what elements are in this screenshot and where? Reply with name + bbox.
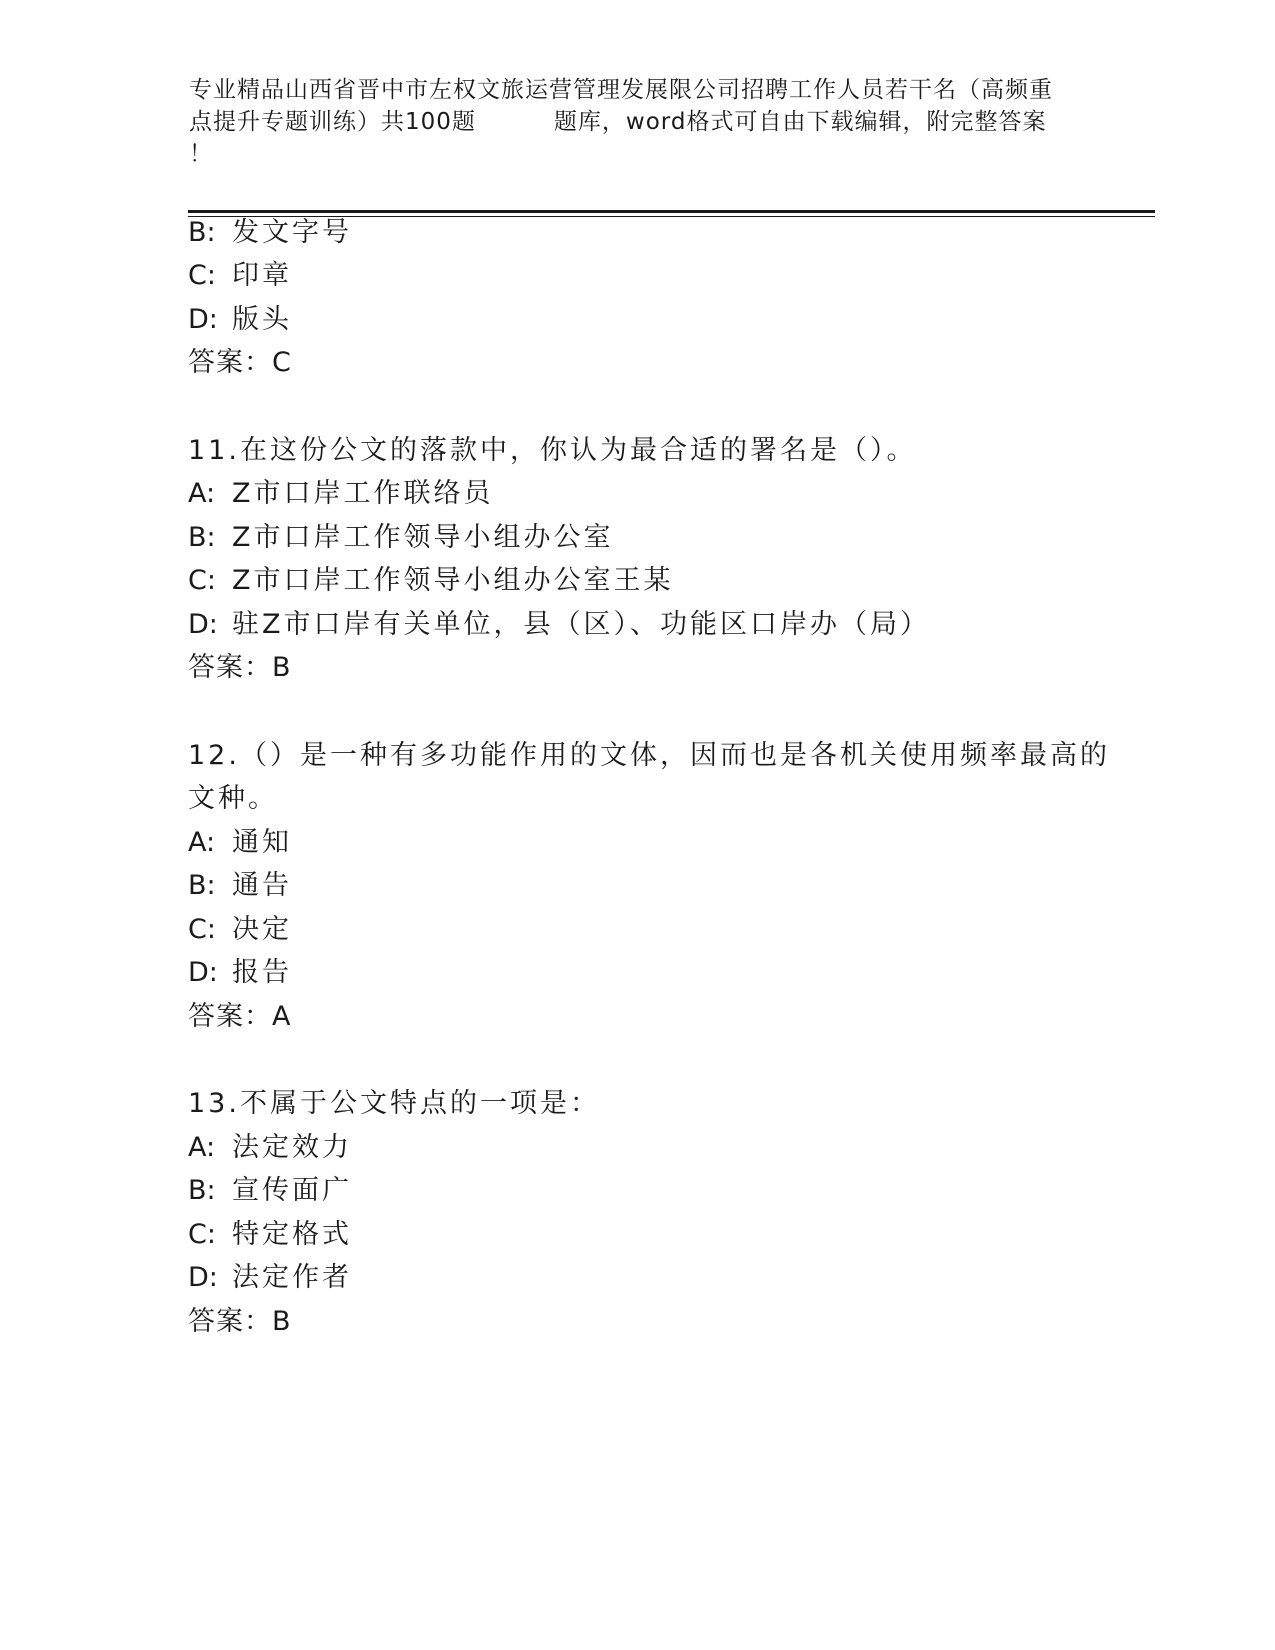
option-11-a: A: Z市口岸工作联络员 (188, 478, 494, 509)
option-11-c: C: Z市口岸工作领导小组办公室王某 (188, 565, 674, 596)
option-prev-c: C: 印章 (188, 260, 292, 291)
header-title-part-b: 题库，word格式可自由下载编辑，附完整答案 (553, 109, 1047, 135)
header-title-line-1: 专业精品山西省晋中市左权文旅运营管理发展限公司招聘工作人员若干名（高频重 (189, 77, 1053, 103)
header-divider-thick (188, 210, 1155, 213)
question-12-stem-line-1: 12.（）是一种有多功能作用的文体，因而也是各机关使用频率最高的 (188, 740, 1110, 771)
option-prev-d: D: 版头 (188, 304, 292, 335)
option-11-d: D: 驻Z市口岸有关单位，县（区）、功能区口岸办（局） (188, 609, 930, 640)
answer-11: 答案：B (188, 652, 292, 683)
answer-prev: 答案：C (188, 347, 292, 378)
option-13-a: A: 法定效力 (188, 1132, 352, 1163)
question-11-stem: 11.在这份公文的落款中，你认为最合适的署名是（）。 (188, 435, 917, 466)
option-prev-b: B: 发文字号 (188, 217, 352, 248)
option-13-d: D: 法定作者 (188, 1262, 352, 1293)
header-title-part-a: 点提升专题训练）共100题 (189, 109, 476, 135)
answer-12: 答案：A (188, 1001, 292, 1032)
question-12-stem-line-2: 文种。 (188, 783, 278, 814)
option-12-d: D: 报告 (188, 957, 292, 988)
option-11-b: B: Z市口岸工作领导小组办公室 (188, 522, 614, 553)
question-13-stem: 13.不属于公文特点的一项是： (188, 1088, 600, 1119)
answer-13: 答案：B (188, 1306, 292, 1337)
document-header (189, 74, 1089, 170)
header-title-line-2 (189, 106, 1089, 138)
option-13-c: C: 特定格式 (188, 1219, 352, 1250)
option-12-a: A: 通知 (188, 827, 292, 858)
option-12-c: C: 决定 (188, 914, 292, 945)
option-12-b: B: 通告 (188, 870, 292, 901)
header-title-line-3: ！ (189, 141, 213, 167)
option-13-b: B: 宣传面广 (188, 1175, 352, 1206)
